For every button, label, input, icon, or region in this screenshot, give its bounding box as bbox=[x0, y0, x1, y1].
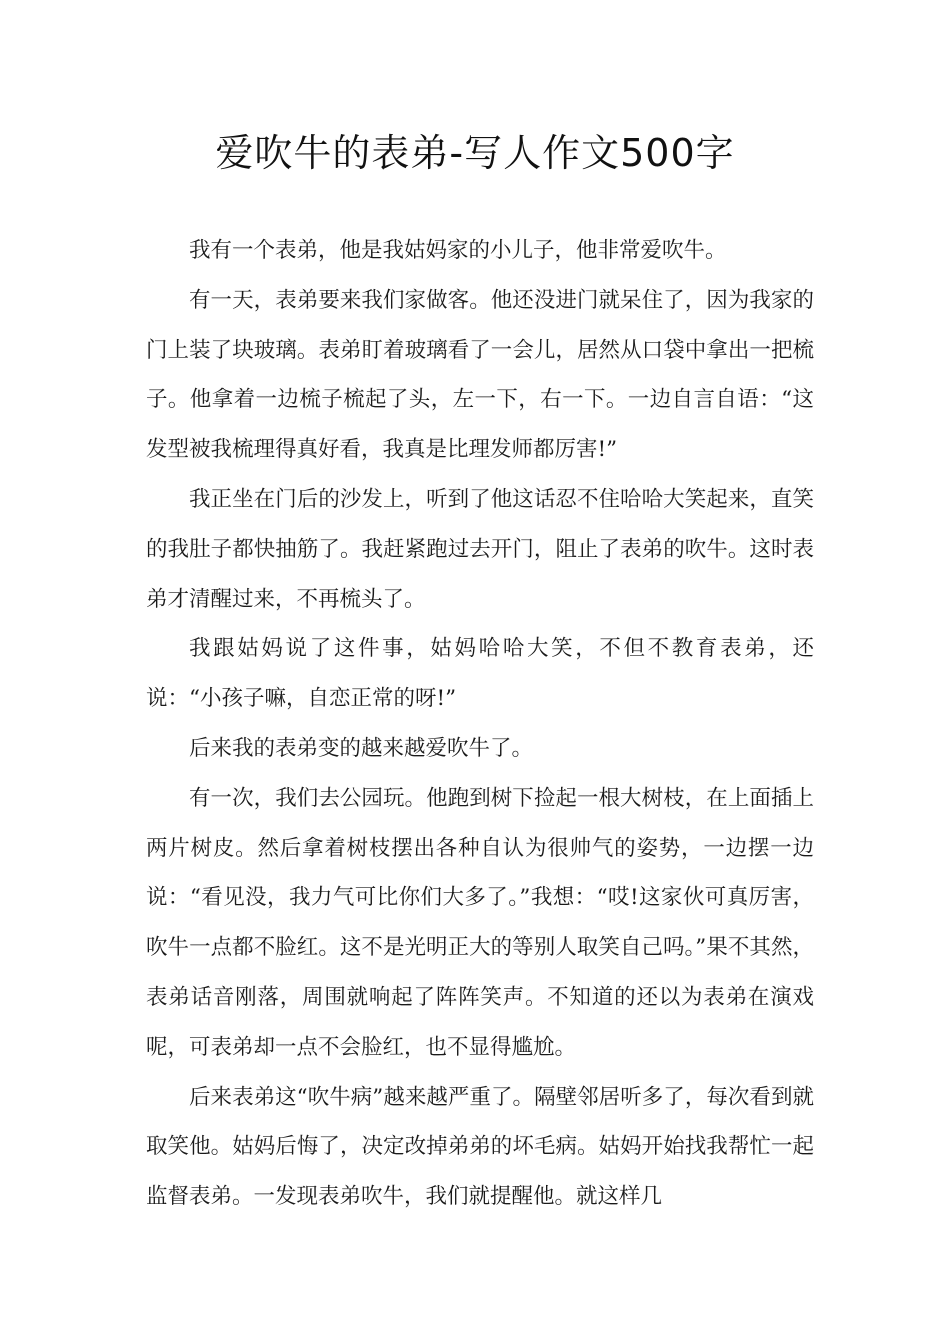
paragraph-7: 后来表弟这“吹牛病”越来越严重了。隔壁邻居听多了，每次看到就取笑他。姑妈后悔了，决定改掉弟弟的坏毛病。姑妈开始找我帮忙一起监督表弟。一发现表弟吹牛，我们就提醒他。就这样几 bbox=[146, 1084, 814, 1210]
paragraph-6: 有一次，我们去公园玩。他跑到树下捡起一根大树枝，在上面插上两片树皮。然后拿着树枝摆出各种自认为很帅气的姿势，一边摆一边说：“看见没，我力气可比你们大多了。”我想：“哎!这家伙可真厉害，吹牛一点都不脸红。这不是光明正大的等别人取笑自己吗。”果不其然，表弟话音刚落，周围就响起了阵阵笑声。不知道的还以为表弟在演戏呢，可表弟却一点不会脸红，也不显得尴尬。 bbox=[146, 785, 814, 1060]
paragraph-3: 我正坐在门后的沙发上，听到了他这话忍不住哈哈大笑起来，直笑的我肚子都快抽筋了。我赶紧跑过去开门，阻止了表弟的吹牛。这时表弟才清醒过来，不再梳头了。 bbox=[146, 486, 814, 612]
paragraph-4: 我跟姑妈说了这件事，姑妈哈哈大笑，不但不教育表弟，还说：“小孩子嘛，自恋正常的呀!” bbox=[146, 636, 814, 712]
document-body bbox=[146, 226, 814, 1222]
paragraph-2: 有一天，表弟要来我们家做客。他还没进门就呆住了，因为我家的门上装了块玻璃。表弟盯着玻璃看了一会儿，居然从口袋中拿出一把梳子。他拿着一边梳子梳起了头，左一下，右一下。一边自言自语：“这发型被我梳理得真好看，我真是比理发师都厉害!” bbox=[146, 287, 814, 463]
paragraph-5: 后来我的表弟变的越来越爱吹牛了。 bbox=[189, 735, 534, 761]
document-title: 爱吹牛的表弟-写人作文500字 bbox=[215, 131, 735, 175]
paragraph-1: 我有一个表弟，他是我姑妈家的小儿子，他非常爱吹牛。 bbox=[189, 238, 727, 263]
